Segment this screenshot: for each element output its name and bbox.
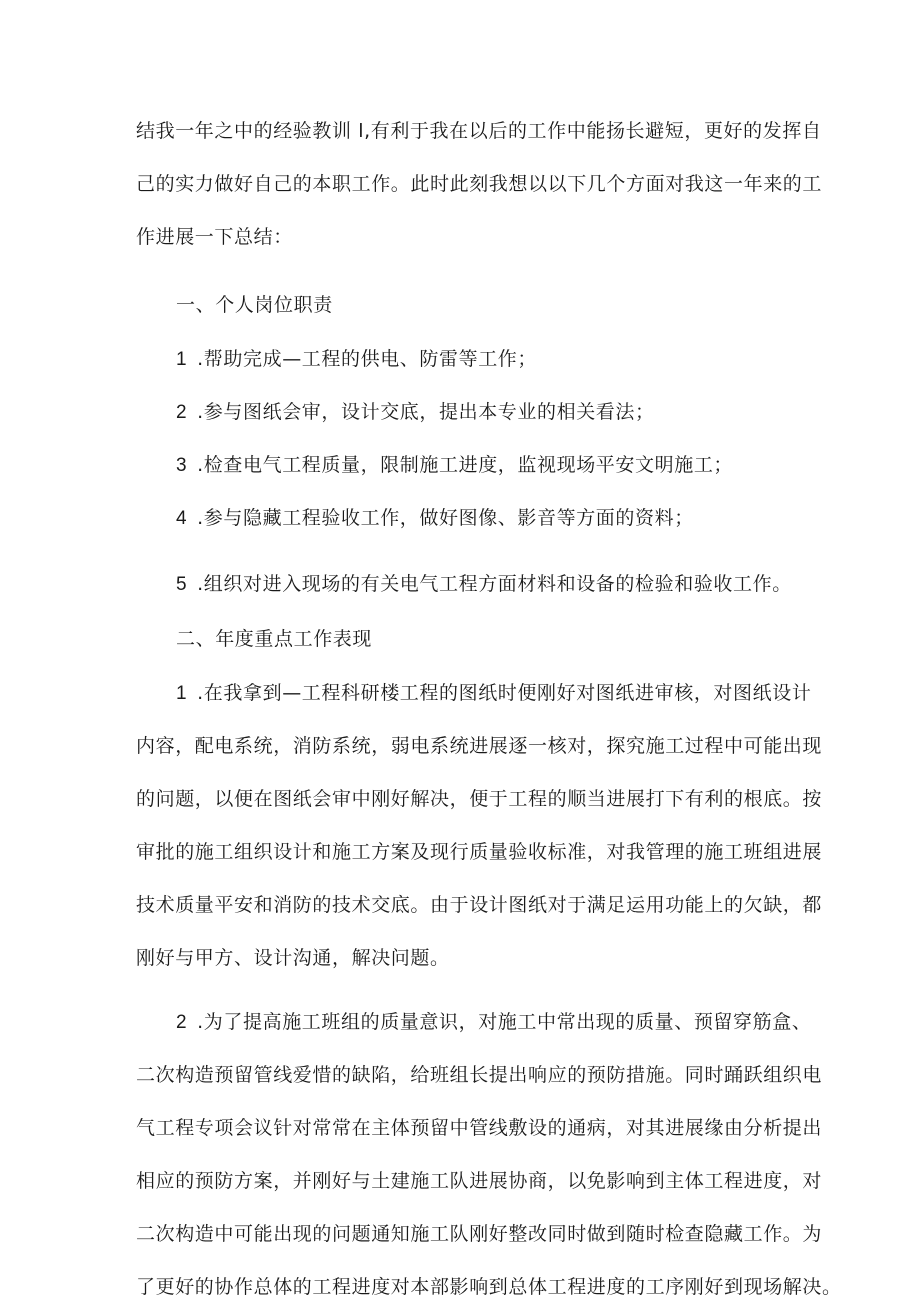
item-text: .参与隐藏工程验收工作，做好图像、影音等方面的资料； [197, 507, 694, 529]
section1-item-5 [176, 571, 792, 598]
para-text: .为了提高施工班组的质量意识，对施工中常出现的质量、预留穿筋盒、 [197, 1011, 812, 1033]
section2-para2-line-5: 二次构造中可能出现的问题通知施工队刚好整改同时做到随时检查隐藏工作。为 [136, 1223, 823, 1245]
item-text: .检查电气工程质量，限制施工进度，监视现场平安文明施工； [197, 454, 734, 476]
item-text: .参与图纸会审，设计交底，提出本专业的相关看法； [197, 401, 655, 423]
item-number: 2 [176, 1012, 188, 1033]
section2-para1-line-6: 刚好与甲方、设计沟通，解决问题。 [136, 947, 450, 969]
section2-para1-line-2: 内容，配电系统，消防系统，弱电系统进展逐一核对，探究施工过程中可能出现 [136, 735, 823, 757]
intro-line-3: 作进展一下总结： [136, 226, 293, 248]
section1-heading: 一、个人岗位职责 [176, 294, 333, 316]
section2-para2-line-2: 二次构造预留管线爱惜的缺陷，给班组长提出响应的预防措施。同时踊跃组织电 [136, 1064, 823, 1086]
section2-para2-line-6: 了更好的协作总体的工程进度对本部影响到总体工程进度的工序刚好到现场解决。 [136, 1276, 842, 1298]
item-text: .帮助完成—工程的供电、防雷等工作； [197, 348, 538, 370]
section1-item-3 [176, 452, 733, 479]
section2-para1-line-3: 的问题，以便在图纸会审中刚好解决，便于工程的顺当进展打下有利的根底。按 [136, 788, 823, 810]
item-number: 4 [176, 508, 188, 529]
section1-item-2 [176, 399, 655, 426]
section2-para2-line-1 [176, 1009, 811, 1036]
item-number: 3 [176, 455, 188, 476]
section1-item-1 [176, 346, 537, 373]
section2-para2-line-4: 相应的预防方案，并刚好与土建施工队进展协商，以免影响到主体工程进度，对 [136, 1170, 823, 1192]
item-number: 2 [176, 402, 188, 423]
section2-para1-line-4: 审批的施工组织设计和施工方案及现行质量验收标准，对我管理的施工班组进展 [136, 841, 823, 863]
section2-para1-line-1 [176, 680, 811, 707]
section1-item-4 [176, 505, 694, 532]
section2-heading: 二、年度重点工作表现 [176, 628, 373, 650]
intro-line-2: 己的实力做好自己的本职工作。此时此刻我想以以下几个方面对我这一年来的工 [136, 173, 823, 195]
item-number: 1 [176, 349, 188, 370]
item-number: 5 [176, 574, 188, 595]
item-number: 1 [176, 683, 188, 704]
para-text: .在我拿到—工程科研楼工程的图纸时便刚好对图纸进审核，对图纸设计 [197, 682, 812, 704]
section2-para1-line-5: 技术质量平安和消防的技术交底。由于设计图纸对于满足运用功能上的欠缺，都 [136, 894, 823, 916]
intro-line-1: 结我一年之中的经验教训 l,有利于我在以后的工作中能扬长避短，更好的发挥自 [136, 120, 822, 142]
item-text: .组织对进入现场的有关电气工程方面材料和设备的检验和验收工作。 [197, 573, 792, 595]
section2-para2-line-3: 气工程专项会议针对常常在主体预留中管线敷设的通病，对其进展缘由分析提出 [136, 1117, 823, 1139]
